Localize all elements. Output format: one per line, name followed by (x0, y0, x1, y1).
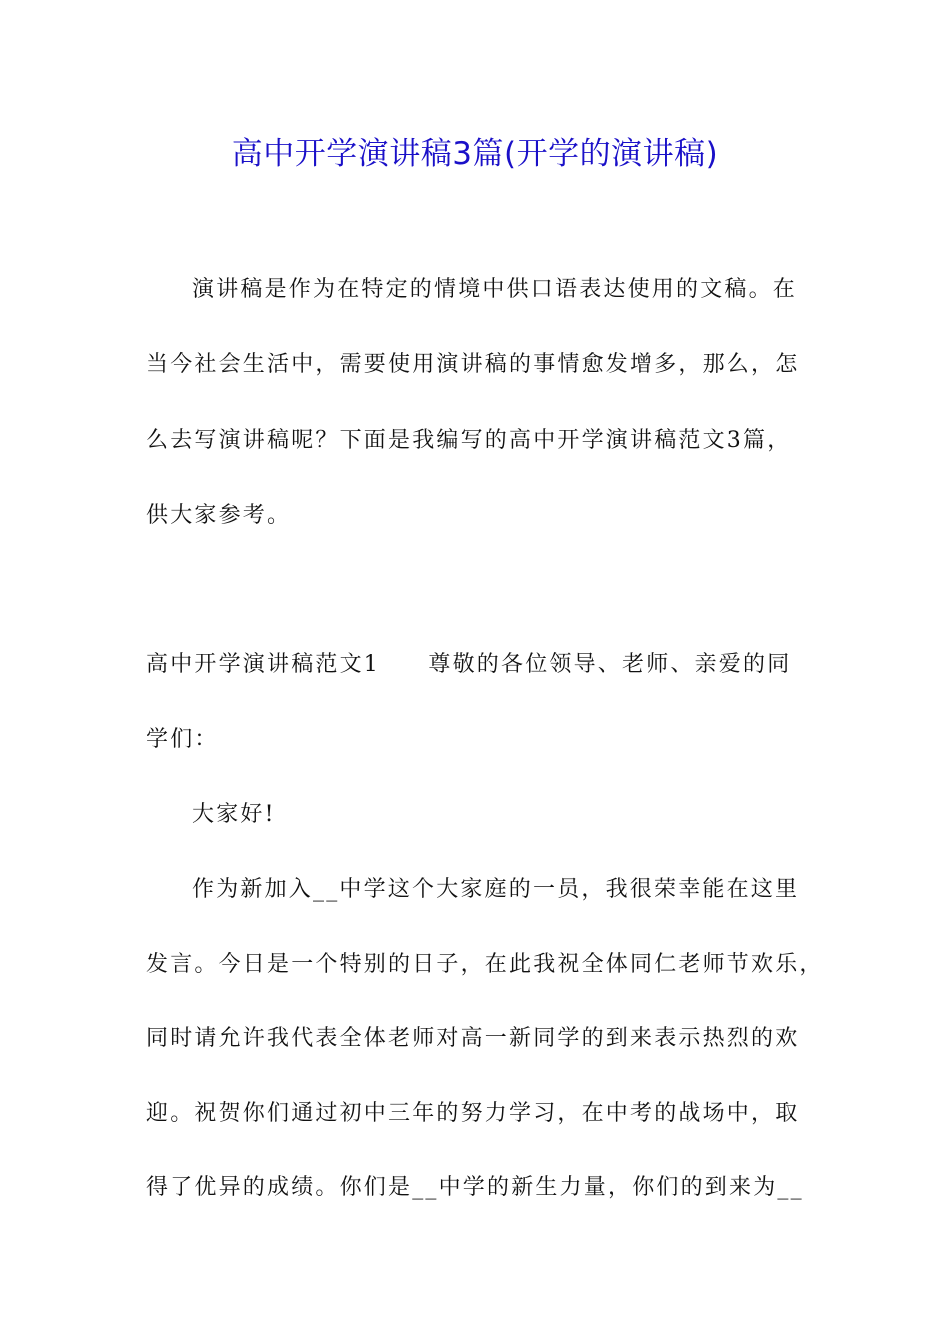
greeting-line: 大家好! (192, 802, 276, 827)
body-line-2: 发言。今日是一个特别的日子，在此我祝全体同仁老师节欢乐， (146, 952, 824, 977)
body-line-5: 得了优异的成绩。你们是__中学的新生力量，你们的到来为__ (146, 1175, 804, 1200)
body-line-4: 迎。祝贺你们通过初中三年的努力学习，在中考的战场中，取 (146, 1101, 800, 1126)
salutation-line: 学们： (146, 727, 219, 752)
intro-line-4: 供大家参考。 (146, 503, 292, 528)
body-line-3: 同时请允许我代表全体老师对高一新同学的到来表示热烈的欢 (146, 1026, 800, 1051)
section-heading-line: 高中开学演讲稿范文1 尊敬的各位领导、老师、亲爱的同 (146, 652, 792, 677)
intro-line-3: 么去写演讲稿呢？下面是我编写的高中开学演讲稿范文3篇， (146, 428, 792, 453)
intro-line-1: 演讲稿是作为在特定的情境中供口语表达使用的文稿。在 (192, 277, 798, 302)
intro-line-2: 当今社会生活中，需要使用演讲稿的事情愈发增多，那么，怎 (146, 352, 800, 377)
body-line-1: 作为新加入__中学这个大家庭的一员，我很荣幸能在这里 (192, 877, 800, 902)
document-title: 高中开学演讲稿3篇(开学的演讲稿) (231, 136, 719, 172)
